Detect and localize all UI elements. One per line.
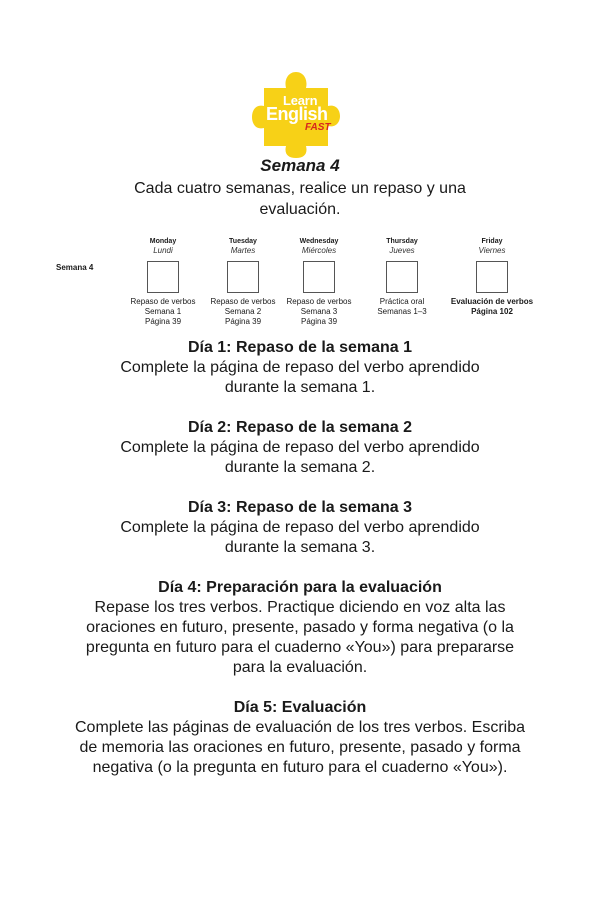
day-task-line: Práctica oral	[379, 297, 425, 306]
day-friday	[446, 237, 538, 317]
day-1-section	[60, 338, 540, 398]
page-title: Semana 4	[260, 156, 340, 175]
day-thursday	[360, 237, 444, 317]
logo-learn-text: Learn	[283, 93, 318, 108]
logo-english-text: English	[266, 104, 328, 124]
section-heading: Día 4: Preparación para la evaluación	[158, 579, 442, 596]
day-task-line: Repaso de verbos	[210, 297, 276, 306]
section-heading: Día 3: Repaso de la semana 3	[187, 499, 413, 516]
day-local-name: Jueves	[389, 246, 415, 255]
section-body: Complete la página de repaso del verbo aprendido durante la semana 2.	[120, 439, 480, 476]
day-checkbox[interactable]	[386, 261, 418, 293]
day-name: Thursday	[386, 238, 418, 245]
registered-mark: ®	[329, 90, 334, 96]
day-task-line: Semanas 1–3	[377, 307, 427, 316]
section-heading: Día 1: Repaso de la semana 1	[187, 339, 413, 356]
day-2-section	[60, 418, 540, 478]
day-tuesday	[201, 237, 285, 327]
day-task-line: Semana 1	[144, 307, 182, 316]
day-checkbox[interactable]	[147, 261, 179, 293]
day-local-name: Lundi	[153, 246, 173, 255]
section-body: Complete la página de repaso del verbo aprendido durante la semana 1.	[120, 359, 480, 396]
section-heading: Día 5: Evaluación	[233, 699, 367, 716]
section-heading: Día 2: Repaso de la semana 2	[187, 419, 413, 436]
day-wednesday	[277, 237, 361, 327]
day-local-name: Miércoles	[301, 246, 337, 255]
day-5-section	[60, 698, 540, 778]
day-task-line: Página 102	[471, 307, 513, 316]
day-monday	[121, 237, 205, 327]
section-body: Complete la página de repaso del verbo aprendido durante la semana 3.	[120, 519, 480, 556]
day-task-line: Evaluación de verbos	[450, 297, 534, 306]
day-checkbox[interactable]	[303, 261, 335, 293]
day-name: Monday	[149, 238, 177, 245]
day-task-line: Semana 3	[300, 307, 338, 316]
logo-fast-text: FAST	[305, 122, 331, 133]
day-name: Wednesday	[299, 238, 339, 245]
day-task-line: Página 39	[300, 317, 338, 326]
day-task-line: Repaso de verbos	[130, 297, 196, 306]
day-checkbox[interactable]	[227, 261, 259, 293]
day-4-section	[60, 578, 540, 678]
intro-text: Cada cuatro semanas, realice un repaso y una evaluación.	[134, 180, 466, 218]
section-body: Complete las páginas de evaluación de los tres verbos. Escriba de memoria las oraciones en futuro, presente, pasado y forma negativa (o la pregunta en futuro para el cuaderno «You»).	[74, 719, 526, 776]
day-name: Friday	[481, 238, 503, 245]
day-local-name: Viernes	[478, 246, 506, 255]
day-task-line: Repaso de verbos	[286, 297, 352, 306]
day-task-line: Página 39	[224, 317, 262, 326]
day-task-line: Página 39	[144, 317, 182, 326]
day-name: Tuesday	[229, 238, 257, 245]
section-body: Repase los tres verbos. Practique diciendo en voz alta las oraciones en futuro, presente, pasado y forma negativa (o la pregunta en futuro para el cuaderno «You») para prepararse para la evaluación.	[85, 599, 515, 676]
day-3-section	[60, 498, 540, 558]
day-task-line: Semana 2	[224, 307, 262, 316]
day-checkbox[interactable]	[476, 261, 508, 293]
schedule-row-label: Semana 4	[56, 263, 94, 272]
day-local-name: Martes	[230, 246, 256, 255]
